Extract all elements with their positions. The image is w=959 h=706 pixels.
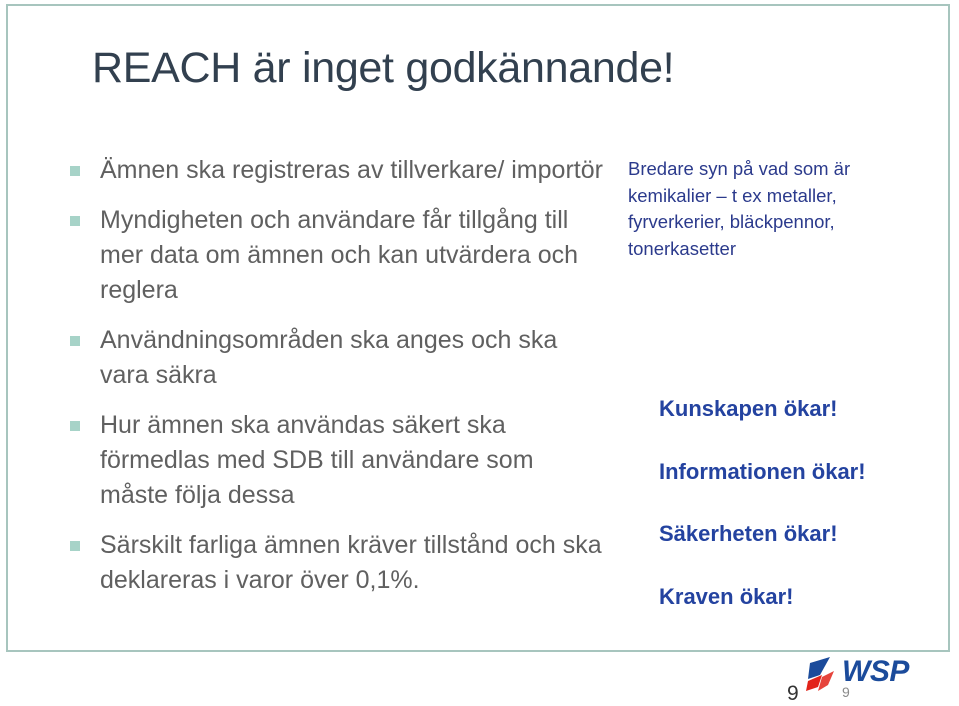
slide-title: REACH är inget godkännande!: [92, 44, 675, 92]
bullet-text: Myndigheten och användare får tillgång till mer data om ämnen och kan utvärdera och reglera: [100, 206, 579, 304]
bullet-text: Hur ämnen ska användas säkert ska förmedlas med SDB till användare som måste följa dessa: [100, 411, 534, 509]
scope-note: Bredare syn på vad som är kemikalier – t ex metaller, fyrverkerier, bläckpennor, tonerkasetter: [628, 158, 851, 259]
bullet-text: Särskilt farliga ämnen kräver tillstånd och ska deklareras i varor över 0,1%.: [100, 531, 602, 594]
wsp-logo-mark-icon: [806, 657, 844, 693]
bullet-item: [68, 323, 608, 393]
slogan-requirements: Kraven ökar!: [659, 583, 794, 609]
bullet-item: [68, 153, 608, 188]
bullet-text: Ämnen ska registreras av tillverkare/ importör: [100, 156, 603, 184]
square-bullet-icon: [70, 421, 80, 431]
slogan-information: Informationen ökar!: [659, 458, 866, 484]
wsp-logo: [806, 655, 914, 695]
square-bullet-icon: [70, 541, 80, 551]
wsp-logo-text: WSP: [842, 655, 909, 688]
bullet-item: [68, 203, 608, 308]
slogan-list: [659, 392, 866, 642]
bullet-item: [68, 408, 608, 513]
page-number-small: 9: [842, 684, 850, 700]
slogan-safety: Säkerheten ökar!: [659, 521, 838, 546]
square-bullet-icon: [70, 166, 80, 176]
bullet-list: [68, 153, 608, 613]
bullet-item: [68, 528, 608, 598]
square-bullet-icon: [70, 336, 80, 346]
page-number: 9: [787, 682, 799, 705]
bullet-text: Användningsområden ska anges och ska vara säkra: [100, 326, 558, 389]
square-bullet-icon: [70, 216, 80, 226]
slogan-knowledge: Kunskapen ökar!: [659, 396, 838, 421]
